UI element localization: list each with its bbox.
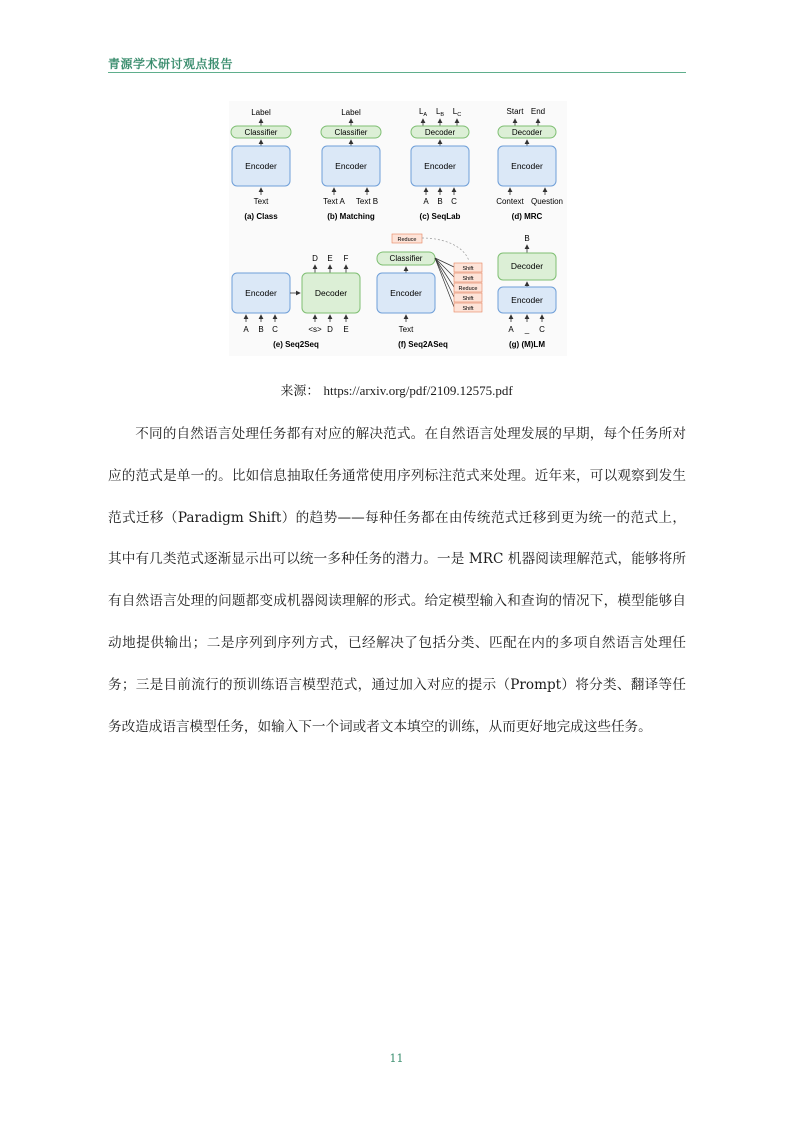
panel-a-classifier-label: Classifier bbox=[244, 128, 278, 137]
panel-g-caption: (g) (M)LM bbox=[509, 340, 545, 349]
panel-f-action-stack bbox=[435, 258, 482, 312]
panel-f-stack-item: Shift bbox=[462, 276, 474, 282]
panel-d-context: Context bbox=[496, 197, 524, 206]
panel-e-seq2seq bbox=[232, 254, 360, 349]
header-divider bbox=[108, 72, 686, 73]
panel-c-top-b: $L_B$ bbox=[435, 107, 445, 118]
panel-d-decoder-label: Decoder bbox=[511, 128, 543, 137]
panel-e-decoder-label: Decoder bbox=[314, 288, 348, 298]
panel-g-in-blank: _ bbox=[524, 325, 530, 334]
panel-d-start: Start bbox=[506, 107, 524, 116]
panel-b-classifier-label: Classifier bbox=[334, 128, 368, 137]
panel-a-caption: (a) Class bbox=[244, 212, 278, 221]
panel-a-input: Text bbox=[253, 197, 269, 206]
panel-a-class bbox=[231, 108, 291, 221]
panel-f-stack-item: Shift bbox=[462, 266, 474, 272]
panel-c-input-b: B bbox=[437, 197, 443, 206]
paradigm-diagram bbox=[229, 101, 567, 356]
panel-e-out-d: D bbox=[312, 254, 318, 263]
panel-d-encoder-label: Encoder bbox=[511, 161, 543, 171]
body-paragraph: 不同的自然语言处理任务都有对应的解决范式。在自然语言处理发展的早期，每个任务所对应的范式是单一的。比如信息抽取任务通常使用序列标注范式来处理。近年来，可以观察到发生范式迁移（Paradigm Shift）的趋势——每种任务都在由传统范式迁移到更为统一的范式上，其中有几类范式逐渐显示出可以统一多种任务的潜力。一是 MRC 机器阅读理解范式，能够将所有自然语言处理的问题都变成机器阅读理解的形式。给定模型输入和查询的情况下，模型能够自动地提供输出；二是序列到序列方式，已经解决了包括分类、匹配在内的多项自然语言处理任务；三是目前流行的预训练语言模型范式，通过加入对应的提示（Prompt）将分类、翻译等任务改造成语言模型任务，如输入下一个词或者文本填空的训练，从而更好地完成这些任务。 bbox=[108, 426, 686, 735]
panel-g-in-c: C bbox=[539, 325, 545, 334]
panel-c-input-c: C bbox=[451, 197, 457, 206]
panel-b-caption: (b) Matching bbox=[327, 212, 375, 221]
paradigm-figure bbox=[229, 101, 567, 356]
figure-caption bbox=[0, 380, 793, 399]
panel-c-seqlab bbox=[411, 107, 469, 221]
body-section bbox=[108, 414, 686, 748]
panel-f-seq2aseq bbox=[377, 234, 482, 349]
panel-a-encoder-label: Encoder bbox=[245, 161, 277, 171]
panel-e-in-e: E bbox=[343, 325, 349, 334]
panel-c-caption: (c) SeqLab bbox=[419, 212, 461, 221]
panel-e-in-c: C bbox=[272, 325, 278, 334]
panel-e-in-a: A bbox=[243, 325, 249, 334]
panel-g-encoder-label: Encoder bbox=[511, 295, 543, 305]
page-number: 11 bbox=[389, 1052, 404, 1065]
panel-c-encoder-label: Encoder bbox=[424, 161, 456, 171]
panel-b-top-label: Label bbox=[341, 108, 361, 117]
caption-label: 来源： bbox=[280, 383, 320, 398]
panel-d-end: End bbox=[530, 107, 546, 116]
panel-f-classifier-label: Classifier bbox=[389, 254, 423, 263]
panel-c-decoder-label: Decoder bbox=[424, 128, 456, 137]
panel-a-top-label: Label bbox=[251, 108, 271, 117]
panel-g-in-a: A bbox=[508, 325, 514, 334]
panel-b-input-a: Text A bbox=[323, 197, 345, 206]
panel-f-stack-item: Shift bbox=[462, 296, 474, 302]
panel-f-stack-item: Reduce bbox=[458, 286, 478, 292]
panel-d-caption: (d) MRC bbox=[511, 212, 543, 221]
header-title: 青源学术研讨观点报告 bbox=[108, 57, 234, 71]
panel-f-caption: (f) Seq2ASeq bbox=[398, 340, 448, 349]
panel-f-encoder-label: Encoder bbox=[390, 288, 422, 298]
panel-b-encoder-label: Encoder bbox=[335, 161, 367, 171]
panel-d-mrc bbox=[496, 107, 563, 221]
panel-e-in-s: <s> bbox=[308, 325, 322, 334]
panel-e-out-e: E bbox=[327, 254, 333, 263]
panel-b-input-b: Text B bbox=[355, 197, 379, 206]
panel-f-input: Text bbox=[398, 325, 414, 334]
panel-e-in-b: B bbox=[258, 325, 264, 334]
panel-g-mlm bbox=[498, 234, 556, 349]
panel-e-caption: (e) Seq2Seq bbox=[273, 340, 319, 349]
panel-f-reduce-top: Reduce bbox=[397, 237, 417, 243]
panel-c-top-c: $L_C$ bbox=[452, 107, 462, 118]
panel-b-matching bbox=[321, 108, 381, 221]
panel-c-input-a: A bbox=[423, 197, 429, 206]
caption-url: https://arxiv.org/pdf/2109.12575.pdf bbox=[323, 383, 513, 398]
panel-e-encoder-label: Encoder bbox=[245, 288, 277, 298]
panel-g-decoder-label: Decoder bbox=[510, 261, 544, 271]
panel-c-top-a: $L_A$ bbox=[418, 107, 428, 118]
panel-d-question: Question bbox=[530, 197, 564, 206]
panel-f-stack-item: Shift bbox=[462, 306, 474, 312]
panel-e-out-f: F bbox=[343, 254, 349, 263]
panel-g-top: B bbox=[524, 234, 530, 243]
panel-e-in-d: D bbox=[327, 325, 333, 334]
